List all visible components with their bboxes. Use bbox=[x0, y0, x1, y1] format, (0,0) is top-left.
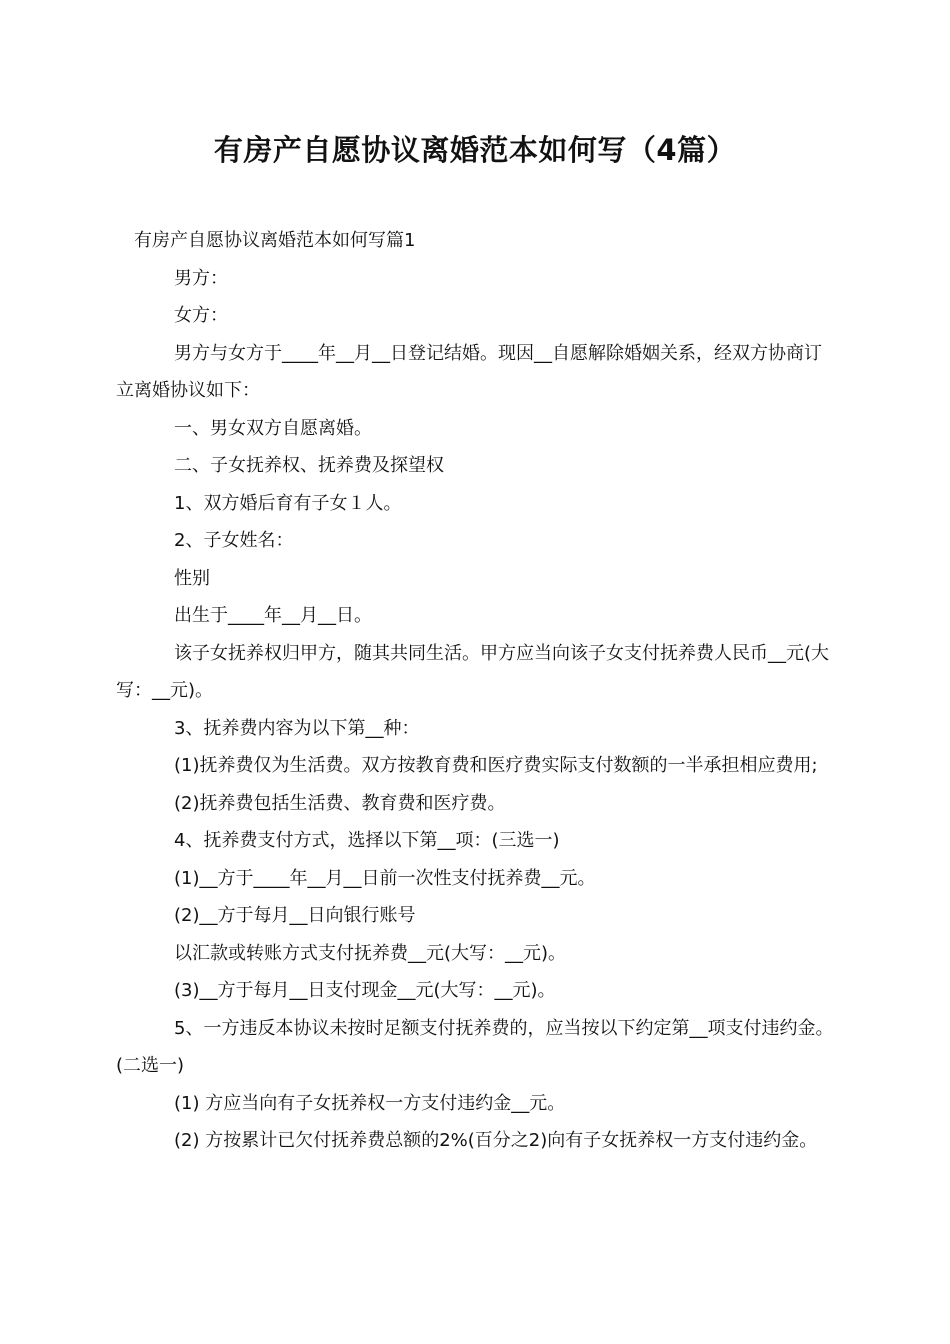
paragraph-penalty-option-2: (2) 方按累计已欠付抚养费总额的2%(百分之2)向有子女抚养权一方支付违约金。 bbox=[174, 1130, 818, 1151]
paragraph-intro: 男方与女方于____年__月__日登记结婚。现因__自愿解除婚姻关系，经双方协商订立离婚协议如下： bbox=[116, 342, 822, 401]
paragraph-payment-method: 4、抚养费支付方式，选择以下第__项：(三选一) bbox=[174, 830, 560, 851]
paragraph-support-option-2: (2)抚养费包括生活费、教育费和医疗费。 bbox=[174, 792, 506, 814]
paragraph-penalty-option-1: (1) 方应当向有子女抚养权一方支付违约金__元。 bbox=[174, 1092, 566, 1114]
paragraph-child-name: 2、子女姓名： bbox=[174, 530, 294, 551]
paragraph-children-count: 1、双方婚后育有子女１人。 bbox=[174, 492, 402, 514]
paragraph-payment-option-3: (3)__方于每月__日支付现金__元(大写：__元)。 bbox=[174, 980, 556, 1001]
paragraph-payment-option-1: (1)__方于____年__月__日前一次性支付抚养费__元。 bbox=[174, 867, 596, 889]
paragraph-woman: 女方： bbox=[174, 305, 228, 326]
paragraph-payment-option-2: (2)__方于每月__日向银行账号 bbox=[174, 905, 416, 926]
paragraph-support-type: 3、抚养费内容为以下第__种： bbox=[174, 717, 420, 739]
document-body bbox=[116, 222, 838, 1160]
paragraph-clause-2: 二、子女抚养权、抚养费及探望权 bbox=[174, 455, 444, 476]
paragraph-child-birth: 出生于____年__月__日。 bbox=[174, 605, 372, 626]
document-title: 有房产自愿协议离婚范本如何写（4篇） bbox=[213, 133, 737, 167]
paragraph-payment-transfer: 以汇款或转账方式支付抚养费__元(大写：__元)。 bbox=[174, 942, 567, 964]
paragraph-man: 男方： bbox=[174, 267, 228, 289]
paragraph-child-gender: 性别 bbox=[174, 567, 210, 589]
paragraph-clause-1: 一、男女双方自愿离婚。 bbox=[174, 417, 372, 439]
paragraph-penalty: 5、一方违反本协议未按时足额支付抚养费的，应当按以下约定第__项支付违约金。(二选一) bbox=[116, 1017, 834, 1076]
paragraph-custody: 该子女抚养权归甲方，随其共同生活。甲方应当向该子女支付抚养费人民币__元(大写：__元)。 bbox=[116, 642, 830, 701]
paragraph-support-option-1: (1)抚养费仅为生活费。双方按教育费和医疗费实际支付数额的一半承担相应费用; bbox=[174, 755, 818, 776]
section-heading: 有房产自愿协议离婚范本如何写篇1 bbox=[134, 230, 416, 251]
